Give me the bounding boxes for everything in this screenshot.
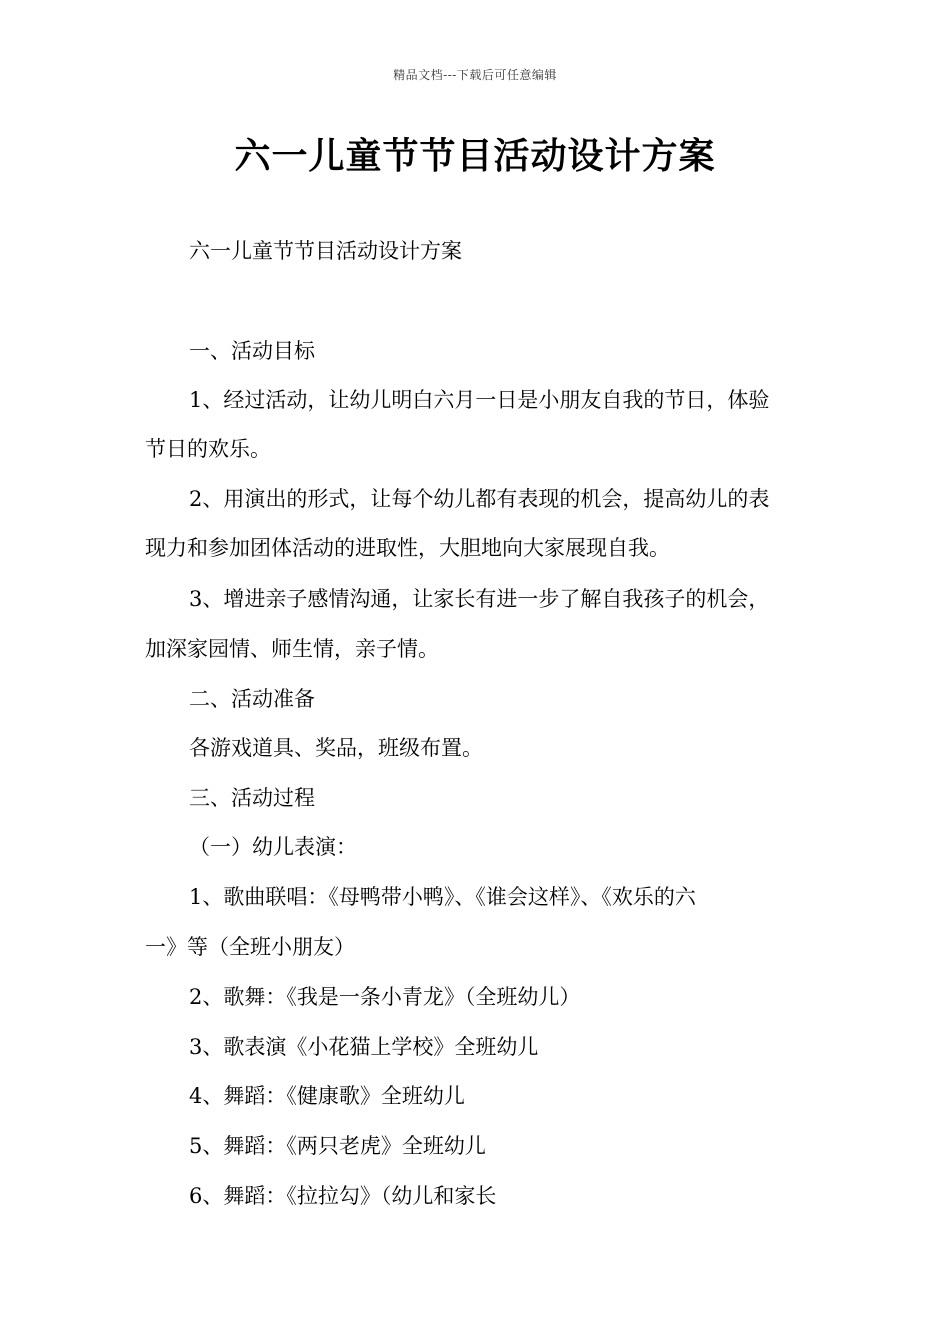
paragraph-line: 3、增进亲子感情沟通，让家长有进一步了解自我孩子的机会， [189,587,770,611]
section-heading-preparation: 二、活动准备 [189,687,315,711]
paragraph-line: 加深家园情、师生情，亲子情。 [145,637,439,661]
paragraph-line: 1、经过活动，让幼儿明白六月一日是小朋友自我的节日，体验 [189,388,770,412]
list-item: 6、舞蹈：《拉拉勾》（幼儿和家长 [189,1184,497,1208]
list-item: 5、舞蹈：《两只老虎》全班幼儿 [189,1134,486,1158]
list-item: 2、歌舞：《我是一条小青龙》（全班幼儿） [189,985,581,1009]
subsection-heading: （一）幼儿表演： [189,835,357,859]
paragraph-line: 节日的欢乐。 [145,437,271,461]
list-item-continuation: 一》等（全班小朋友） [145,935,355,959]
list-item: 4、舞蹈：《健康歌》全班幼儿 [189,1084,465,1108]
list-item: 3、歌表演《小花猫上学校》全班幼儿 [189,1035,539,1059]
section-heading-process: 三、活动过程 [189,786,315,810]
subtitle-line: 六一儿童节节目活动设计方案 [189,239,462,263]
paragraph-line: 现力和参加团体活动的进取性，大胆地向大家展现自我。 [145,536,670,560]
list-item: 1、歌曲联唱：《母鸭带小鸭》、《谁会这样》、《欢乐的六 [189,885,696,909]
document-title: 六一儿童节节目活动设计方案 [234,136,716,177]
section-heading-goals: 一、活动目标 [189,339,315,363]
paragraph-line: 各游戏道具、奖品，班级布置。 [189,736,483,760]
paragraph-line: 2、用演出的形式，让每个幼儿都有表现的机会，提高幼儿的表 [189,487,770,511]
header-note: 精品文档---下载后可任意编辑 [393,68,557,82]
